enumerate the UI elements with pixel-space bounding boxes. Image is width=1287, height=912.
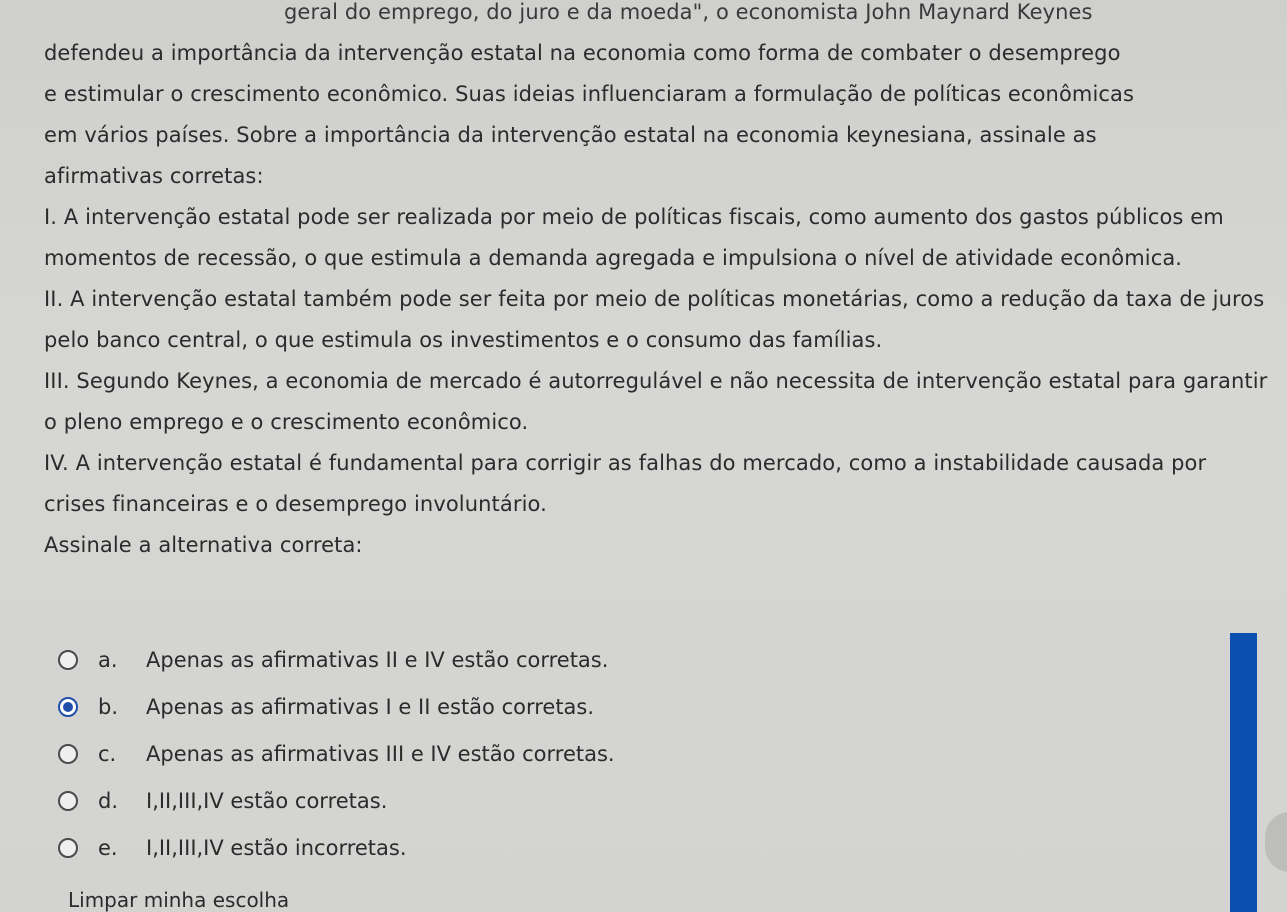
radio-button[interactable] <box>58 838 78 858</box>
statement-2: II. A intervenção estatal também pode ser feita por meio de políticas monetárias, como a redução da taxa de juros pelo banco central, o que estimula os investimentos e o consumo das famílias. <box>44 287 1265 352</box>
option-letter: a. <box>98 647 118 672</box>
option-letter: d. <box>98 788 119 813</box>
answer-options <box>52 636 852 871</box>
radio-button-selected[interactable] <box>58 697 78 717</box>
option-text: Apenas as afirmativas III e IV estão corretas. <box>146 741 615 766</box>
option-text: I,II,III,IV estão corretas. <box>146 788 388 813</box>
option-c[interactable] <box>52 730 852 777</box>
floating-button[interactable] <box>1265 812 1287 872</box>
option-text: I,II,III,IV estão incorretas. <box>146 835 407 860</box>
clear-choice-link[interactable]: Limpar minha escolha <box>68 888 290 912</box>
question-prompt: Assinale a alternativa correta: <box>44 533 363 557</box>
option-text: Apenas as afirmativas I e II estão corretas. <box>146 694 595 719</box>
question-text <box>44 0 1269 566</box>
radio-button[interactable] <box>58 791 78 811</box>
statement-1: I. A intervenção estatal pode ser realizada por meio de políticas fiscais, como aumento dos gastos públicos em momentos de recessão, o que estimula a demanda agregada e impulsiona o nível de atividade econômica. <box>44 205 1224 270</box>
option-e[interactable] <box>52 824 852 871</box>
option-b[interactable] <box>52 683 852 730</box>
radio-button[interactable] <box>58 650 78 670</box>
option-d[interactable] <box>52 777 852 824</box>
option-text: Apenas as afirmativas II e IV estão corretas. <box>146 647 609 672</box>
question-intro-line: em vários países. Sobre a importância da intervenção estatal na economia keynesiana, assinale as <box>44 123 1097 147</box>
radio-button[interactable] <box>58 744 78 764</box>
question-intro-line: e estimular o crescimento econômico. Suas ideias influenciaram a formulação de políticas econômicas <box>44 82 1135 106</box>
option-letter: c. <box>98 741 117 766</box>
option-letter: e. <box>98 835 118 860</box>
question-navigation-bar[interactable] <box>1230 633 1257 912</box>
option-a[interactable] <box>52 636 852 683</box>
statement-4: IV. A intervenção estatal é fundamental para corrigir as falhas do mercado, como a instabilidade causada por crises financeiras e o desemprego involuntário. <box>44 451 1207 516</box>
question-intro-line: defendeu a importância da intervenção estatal na economia como forma de combater o desemprego <box>44 41 1121 65</box>
question-intro-partial: geral do emprego, do juro e da moeda", o economista John Maynard Keynes <box>284 0 1093 24</box>
statement-3: III. Segundo Keynes, a economia de mercado é autorregulável e não necessita de intervenção estatal para garantir o pleno emprego e o crescimento econômico. <box>44 369 1268 434</box>
option-letter: b. <box>98 694 119 719</box>
question-intro-line: afirmativas corretas: <box>44 164 264 188</box>
